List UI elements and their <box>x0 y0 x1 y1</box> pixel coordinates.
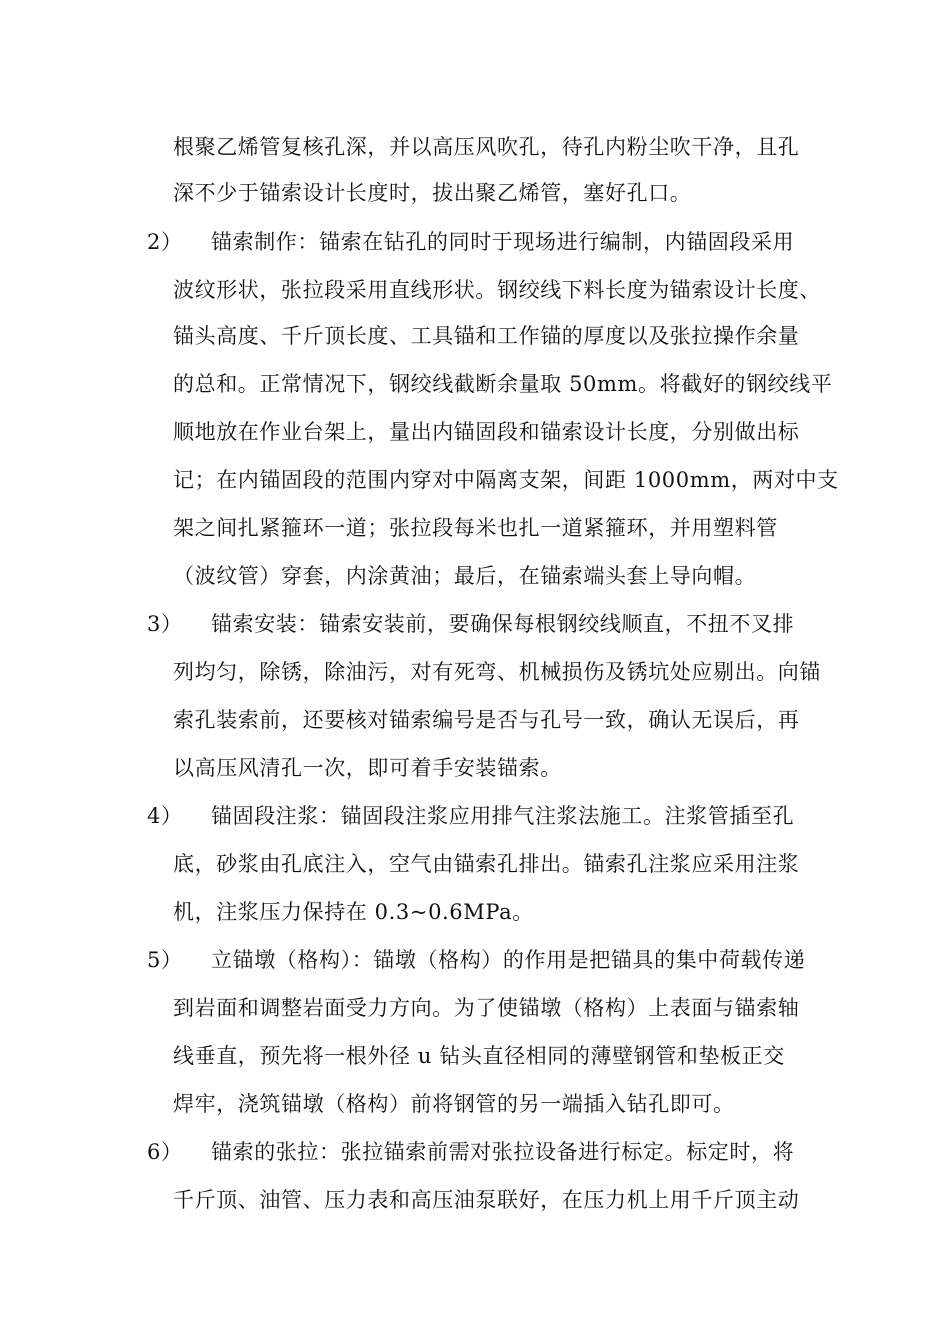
item-line: 锚索制作：锚索在钻孔的同时于现场进行编制，内锚固段采用 <box>211 230 795 254</box>
item-line: 以高压风清孔一次，即可着手安装锚索。 <box>173 756 562 780</box>
item-number: 5） <box>147 948 183 972</box>
item-line: 千斤顶、油管、压力表和高压油泵联好，在压力机上用千斤顶主动 <box>173 1188 800 1212</box>
intro-line: 深不少于锚索设计长度时，拔出聚乙烯管，塞好孔口。 <box>173 181 692 205</box>
item-number: 3） <box>147 612 183 636</box>
item-line: 锚索的张拉：张拉锚索前需对张拉设备进行标定。标定时，将 <box>211 1140 795 1164</box>
item-number: 4） <box>147 804 183 828</box>
intro-line: 根聚乙烯管复核孔深，并以高压风吹孔，待孔内粉尘吹干净，且孔 <box>173 135 800 159</box>
item-line: 波纹形状，张拉段采用直线形状。钢绞线下料长度为锚索设计长度、 <box>173 278 821 302</box>
item-number: 6） <box>147 1140 183 1164</box>
item-number: 2） <box>147 230 183 254</box>
item-line: 焊牢，浇筑锚墩（格构）前将钢管的另一端插入钻孔即可。 <box>173 1092 735 1116</box>
item-line: 锚头高度、千斤顶长度、工具锚和工作锚的厚度以及张拉操作余量 <box>173 324 800 348</box>
item-line: 底，砂浆由孔底注入，空气由锚索孔排出。锚索孔注浆应采用注浆 <box>173 852 800 876</box>
item-line: 线垂直，预先将一根外径 u 钻头直径相同的薄壁钢管和垫板正交 <box>173 1044 785 1068</box>
item-line: 顺地放在作业台架上，量出内锚固段和锚索设计长度，分别做出标 <box>173 420 800 444</box>
item-line: 锚索安装：锚索安装前，要确保每根钢绞线顺直，不扭不叉排 <box>211 612 795 636</box>
item-line: 架之间扎紧箍环一道；张拉段每米也扎一道紧箍环，并用塑料管 <box>173 516 778 540</box>
item-line: 记；在内锚固段的范围内穿对中隔离支架，间距 1000mm，两对中支 <box>173 468 839 492</box>
item-line: 索孔装索前，还要核对锚索编号是否与孔号一致，确认无误后，再 <box>173 708 800 732</box>
item-line: 到岩面和调整岩面受力方向。为了使锚墩（格构）上表面与锚索轴 <box>173 996 800 1020</box>
item-line: 机，注浆压力保持在 0.3~0.6MPa。 <box>173 900 534 924</box>
item-line: 锚固段注浆：锚固段注浆应用排气注浆法施工。注浆管插至孔 <box>211 804 795 828</box>
item-line: 列均匀，除锈，除油污，对有死弯、机械损伤及锈坑处应剔出。向锚 <box>173 660 821 684</box>
item-line: （波纹管）穿套，内涂黄油；最后，在锚索端头套上导向帽。 <box>173 564 757 588</box>
item-line: 的总和。正常情况下，钢绞线截断余量取 50mm。将截好的钢绞线平 <box>173 372 833 396</box>
item-line: 立锚墩（格构）：锚墩（格构）的作用是把锚具的集中荷载传递 <box>211 948 806 972</box>
